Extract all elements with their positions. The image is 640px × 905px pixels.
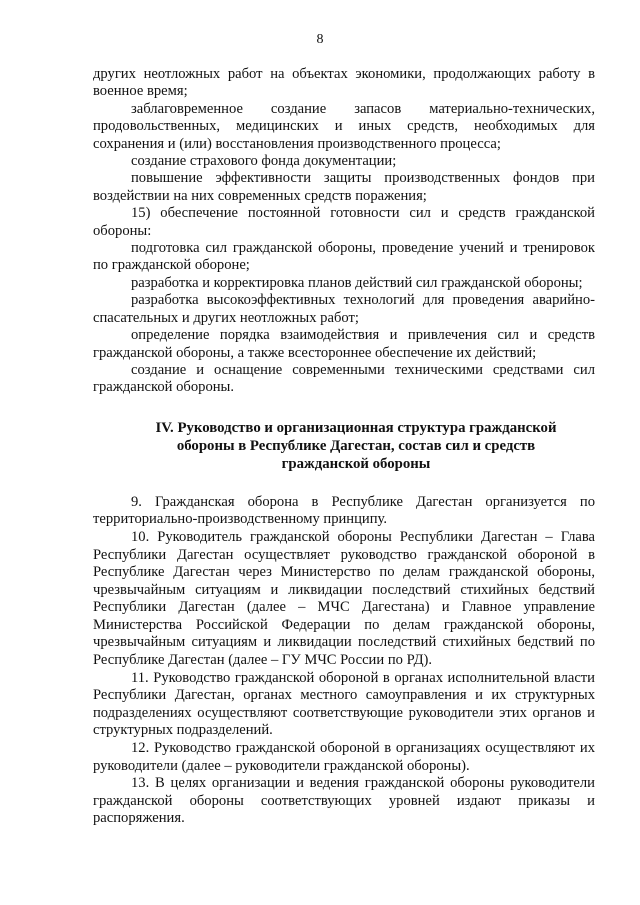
section-heading: IV. Руководство и организационная структура гражданской обороны в Республике Дагестан, состав сил и средств гражданской обороны [155, 419, 557, 472]
section-paragraph: 13. В целях организации и ведения гражданской обороны руководители гражданской обороны соответствующих уровней издают приказы и распоряжения. [93, 775, 595, 827]
body-paragraph: подготовка сил гражданской обороны, проведение учений и тренировок по гражданской обороне; [93, 240, 595, 274]
body-paragraph: создание и оснащение современными техническими средствами сил гражданской обороны. [93, 361, 595, 396]
body-paragraph: разработка высокоэффективных технологий для проведения аварийно-спасательных и других неотложных работ; [93, 292, 595, 326]
body-paragraph: заблаговременное создание запасов материально-технических, продовольственных, медицинских и иных средств, необходимых для сохранения и (или) восстановления производственного процесса; [93, 100, 595, 152]
section-paragraph: 10. Руководитель гражданской обороны Республики Дагестан – Глава Республики Дагестан осуществляет руководство гражданской обороной в Республике Дагестан через Министерство по делам гражданской обороны, чрезвычайным ситуациям и ликвидации последствий стихийных бедствий Республики Дагестан (далее – МЧС Дагестана) и Главное управление Министерства Российской Федерации по делам гражданской обороны, чрезвычайным ситуациям и ликвидации последствий стихийных бедствий по Республике Дагестан (далее – ГУ МЧС России по РД). [93, 528, 595, 669]
section-paragraph: 11. Руководство гражданской обороной в органах исполнительной власти Республики Дагестан, органах местного самоуправления и их структурных подразделениях осуществляют соответствующие руководители этих органов и структурных подразделений. [93, 669, 595, 739]
page-number: 8 [316, 32, 324, 47]
body-paragraph: создание страхового фонда документации; [131, 153, 397, 170]
document-body [93, 66, 595, 828]
section-body [93, 494, 595, 828]
section-paragraph: 9. Гражданская оборона в Республике Дагестан организуется по территориально-производственному принципу. [93, 493, 595, 528]
body-paragraph: определение порядка взаимодействия и привлечения сил и средств гражданской обороны, а также всестороннее обеспечение их действий; [93, 327, 595, 361]
body-paragraph: разработка и корректировка планов действий сил гражданской обороны; [131, 274, 583, 291]
body-paragraph: других неотложных работ на объектах экономики, продолжающих работу в военное время; [93, 66, 595, 100]
body-paragraph: повышение эффективности защиты производственных фондов при воздействии на них современных средств поражения; [93, 170, 595, 204]
body-paragraph: 15) обеспечение постоянной готовности сил и средств гражданской обороны: [93, 205, 595, 239]
section-paragraph: 12. Руководство гражданской обороной в организациях осуществляют их руководители (далее – руководители гражданской обороны). [93, 740, 595, 774]
